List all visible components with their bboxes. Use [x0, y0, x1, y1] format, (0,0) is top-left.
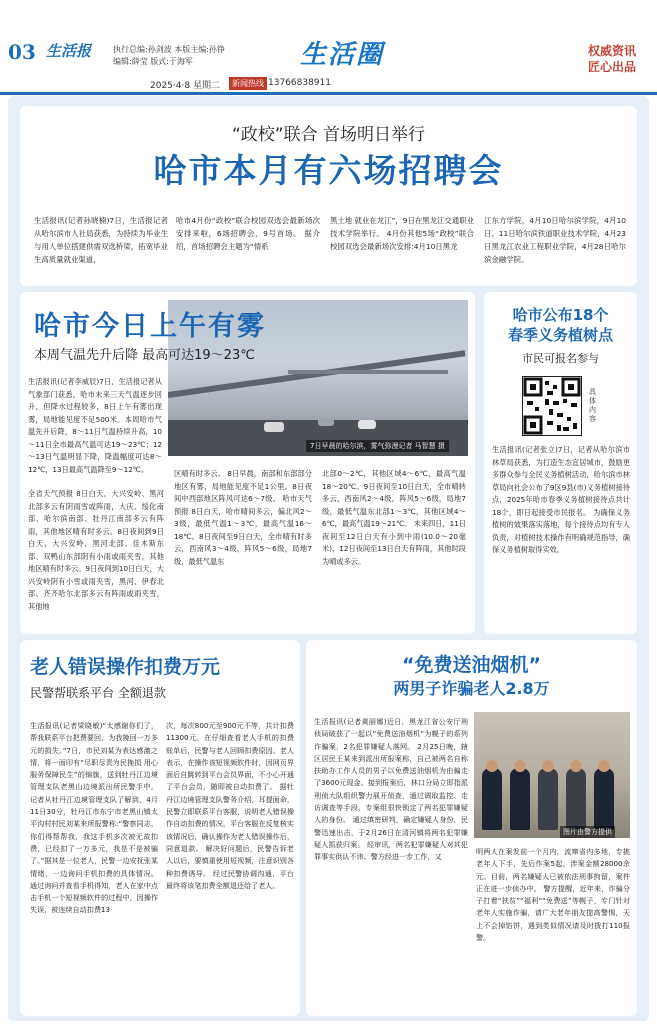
police-photo [474, 712, 630, 838]
refund-column-2: 次，每次800元至900元不等，共计扣费11300元。在仔细查看老人手机的扣费账单后，民警与老人回顾扣费原因。老人表示，在操作该短视频软件时，因网页界面后自跳转到平台会员界面，不小心开通了平台会员，随即被自动扣费了。 据牡丹江边境管理支队警务介绍，耳提面命，民警立即联系平台客服，说明老人错误操作自动扣费的情况，平台客服在反复核实该情况后，确认操作为老人错误操作后，同意退款。 解决好问题后，民警告诉老人以后，要慎重使用短视频，注意识别各种扣费诱导。 经过民警协调沟通，平台最终将该笔扣费全额退还给了老人。 [166, 721, 294, 890]
refund-subtitle: 民警帮联系平台 全额退款 [30, 686, 166, 700]
job-fair-column-3: 黑土地 就业在龙江”，9日在黑龙江交通职业技术学院举行。 4月份其他5场“政校”联合校园双选会最新场次安排:4月10日黑龙 [330, 216, 474, 251]
suspect [566, 768, 586, 830]
tree-subtitle: 市民可报名参与 [522, 352, 599, 365]
fraud-headline-line-2: 两男子诈骗老人2.8万 [393, 679, 550, 698]
fraud-headline-line-1: “免费送油烟机” [402, 654, 541, 676]
officer-head [598, 760, 610, 772]
hotline-label: 新闻热线 [229, 77, 267, 90]
fog-column-3: 区晴有时多云。 8日早晨，南部和东部部分地区有雾，局地能见度不足1公里。8日夜间中西部地区阵风可达6～7级。 哈市天气预报 8日白天，哈市晴间多云，偏北风2～3级，最低气温1～3℃，最高气温16～18℃。8日夜间至9日白天，全市晴有时多云，西南风3～4级，阵风5～6级，局地7级，最低气温东 [174, 469, 312, 566]
staff-line-2: 编辑:薛莹 版式:于海军 [113, 57, 193, 66]
issue-date: 2025·4·8 星期二 [150, 81, 220, 91]
job-fair-column-4: 江东方学院，4月10日哈尔滨学院，4月10日、11日哈尔滨铁道职业技术学院，4月23日黑龙江农业工程职业学院，4月28日哈尔滨金融学院。 [484, 216, 626, 264]
car [358, 420, 376, 429]
officer-head [514, 760, 526, 772]
police-officer [594, 768, 614, 830]
police-photo-caption: 图片由警方提供 [560, 826, 615, 838]
staff-line-1: 执行总编:孙剑波 本版主编:孙铮 [113, 45, 225, 54]
job-fair-column-2: 哈市4月份“政校”联合校园双选会最新场次安排来啦，6场招聘会，9号首场。 据介绍，首场招聘会主题为“情系 [176, 216, 320, 251]
qr-label: 具体内容 [589, 388, 596, 423]
fraud-column-2: 明两人在案发前一个月内，流窜省内多地，专挑老年人下手，先后作案5起，涉案金额28000余元。目前，两名嫌疑人已被依法刑事拘留，案件正在进一步侦办中。 警方提醒，近年来，诈骗分子打着“扶贫”“福利”“免费送”等幌子，专门针对老年人实施诈骗，请广大老年朋友提高警惕，天上不会掉馅饼，遇到类似情况请及时拨打110报警。 [476, 847, 630, 943]
qr-code[interactable] [522, 376, 582, 436]
fog-subtitle: 本周气温先升后降 最高可达19～23℃ [34, 348, 255, 363]
header-rule [0, 92, 657, 95]
tree-body: 生活报讯(记者张立)7日，记者从哈尔滨市林草局获悉，为打造生态宜居城市，鼓励更多群众参与全民义务植树活动，哈尔滨市林草局向社会公布了9区9县(市)义务植树接待点，2025年哈市春季义务植树接待点共计18个，即日起接受市民报名。 为确保义务植树的效果落实落地，每个接待点均有专人负责，对植树技术操作有明确规范指导，确保义务植树取得实效。 [492, 445, 630, 554]
suspect [538, 768, 558, 830]
tree-headline-line-1: 哈市公布18个 [512, 306, 609, 324]
fog-column-1: 生活报讯(记者李威辰)7日，生活报记者从气象部门获悉，哈市未来三天气温逐步回升，但降水过程较多，8日上午有雾出现雾，局地能见度不足500米。本周哈市气温先升后降，8～11日气温持续升高，10～11日全市最高气温可达19～23℃；12～13日气温明显下降，降温幅度可达8～12℃，13日最高气温降至9～12℃。 [28, 377, 162, 474]
newspaper-name: 生活报 [46, 42, 92, 60]
suspect-head [542, 760, 554, 772]
tree-headline-line-2: 春季义务植树点 [507, 326, 613, 344]
slogan-line-1: 权威资讯 [588, 44, 637, 58]
job-fair-column-1: 生活报讯(记者孙晓楠)7日，生活报记者从哈尔滨市人社局获悉，为持续为毕业生与用人单位搭建供需双选桥梁，拓宽毕业生高质量就业渠道， [34, 216, 168, 264]
fog-photo-caption: 7日早晨的哈尔滨，雾气弥漫记者 马智慧 摄 [306, 440, 449, 452]
job-fair-kicker: “政校”联合 首场明日举行 [231, 125, 426, 145]
fog-column-2: 全省天气预报 8日白天，大兴安岭、黑河北部多云有阴雨雪或阵雨，大庆、绥化南部、哈尔滨南部、牡丹江南部多云有阵雨，其他地区晴有时多云。8日夜间到9日白天，大兴安岭、黑河北部、佳木斯东部、双鸭山东部阴有小雨或雨夹雪，其他地区晴有时多云。9日夜间到10日白天，大兴安岭阴有小雪或雨夹雪，黑河、伊春北部、齐齐哈尔北部多云有阵雨或雨夹雪，其他地 [28, 489, 164, 611]
car [318, 418, 334, 426]
officer-head [486, 760, 498, 772]
hotline-number: 13766838911 [268, 78, 331, 88]
page-number: 03 [8, 40, 36, 64]
slogan-line-2: 匠心出品 [588, 60, 637, 74]
refund-headline: 老人错误操作扣费万元 [30, 656, 221, 678]
suspect-head [570, 760, 582, 772]
car [264, 422, 284, 432]
refund-column-1: 生活报讯(记者梁晓敏)“太感谢你们了，帮我联系平台把费要回，为我挽回一万多元的损失。”7日，市民刘某为表达感激之情，将一面印有“尽职尽责为民挽损 用心服务保障民生”的锦旗，送到牡丹江边境管理支队老黑山边境派出所民警手中。 记者从牡丹江边境管理支队了解到，4月11日30分，牡丹江市东宁市老黑山镇太平沟村村民刘某来所报警称:“警察同志，你们得帮帮我，我这手机多次被无故扣费，已经扣了一万多元，我是不是被骗了。”据其是一位老人，民警一边安抚张某情绪，一边询问手机扣费的具体情况。 通过询问并查看手机得知，老人在家中点击手机一个短视频软件的过程中，因操作失误，被连续自动扣费13 [30, 721, 158, 915]
fog-column-4: 北部0～2℃，其他区域4～6℃，最高气温18～20℃。9日夜间至10日白天，全市晴转多云，西南风2～4级，阵风5～6级，局地7级，最低气温东北部1～3℃，其他区域4～6℃，最高气温19～21℃。 未来四日，11日夜间至12日白天有小到中雨(10.0～20毫米)，12日夜间至13日白天有阵雨，其他时段为晴或多云。 [322, 469, 466, 566]
job-fair-headline: 哈市本月有六场招聘会 [153, 151, 504, 190]
police-officer [510, 768, 530, 830]
overpass [288, 370, 448, 374]
fraud-column-1: 生活报讯(记者黄丽娜)近日，黑龙江省公安厅刑侦局破获了一起以“免费送油烟机”为幌子的系列诈骗案，2名犯罪嫌疑人落网。 2月25日晚，辖区居民王某来到派出所报案称，自己被两名自称扶助办工作人员的男子以免费送油烟机为由骗走了3600元现金。接到报案后，林口分局立即指派刑侦大队组织警力展开侦查，通过调取监控、走访调查等手段，专案组很快锁定了两名犯罪嫌疑人的身份。 通过缜密研判，确定嫌疑人身份，民警迅速出击，于2月26日在清河镇将两名犯罪嫌疑人抓获归案。 经审讯，两名犯罪嫌疑人对其犯罪事实供认不讳。警方经进一步工作，又 [314, 717, 468, 862]
section-title: 生活圈 [300, 40, 385, 70]
police-officer [482, 768, 502, 830]
fog-headline: 哈市今日上午有雾 [34, 311, 266, 342]
